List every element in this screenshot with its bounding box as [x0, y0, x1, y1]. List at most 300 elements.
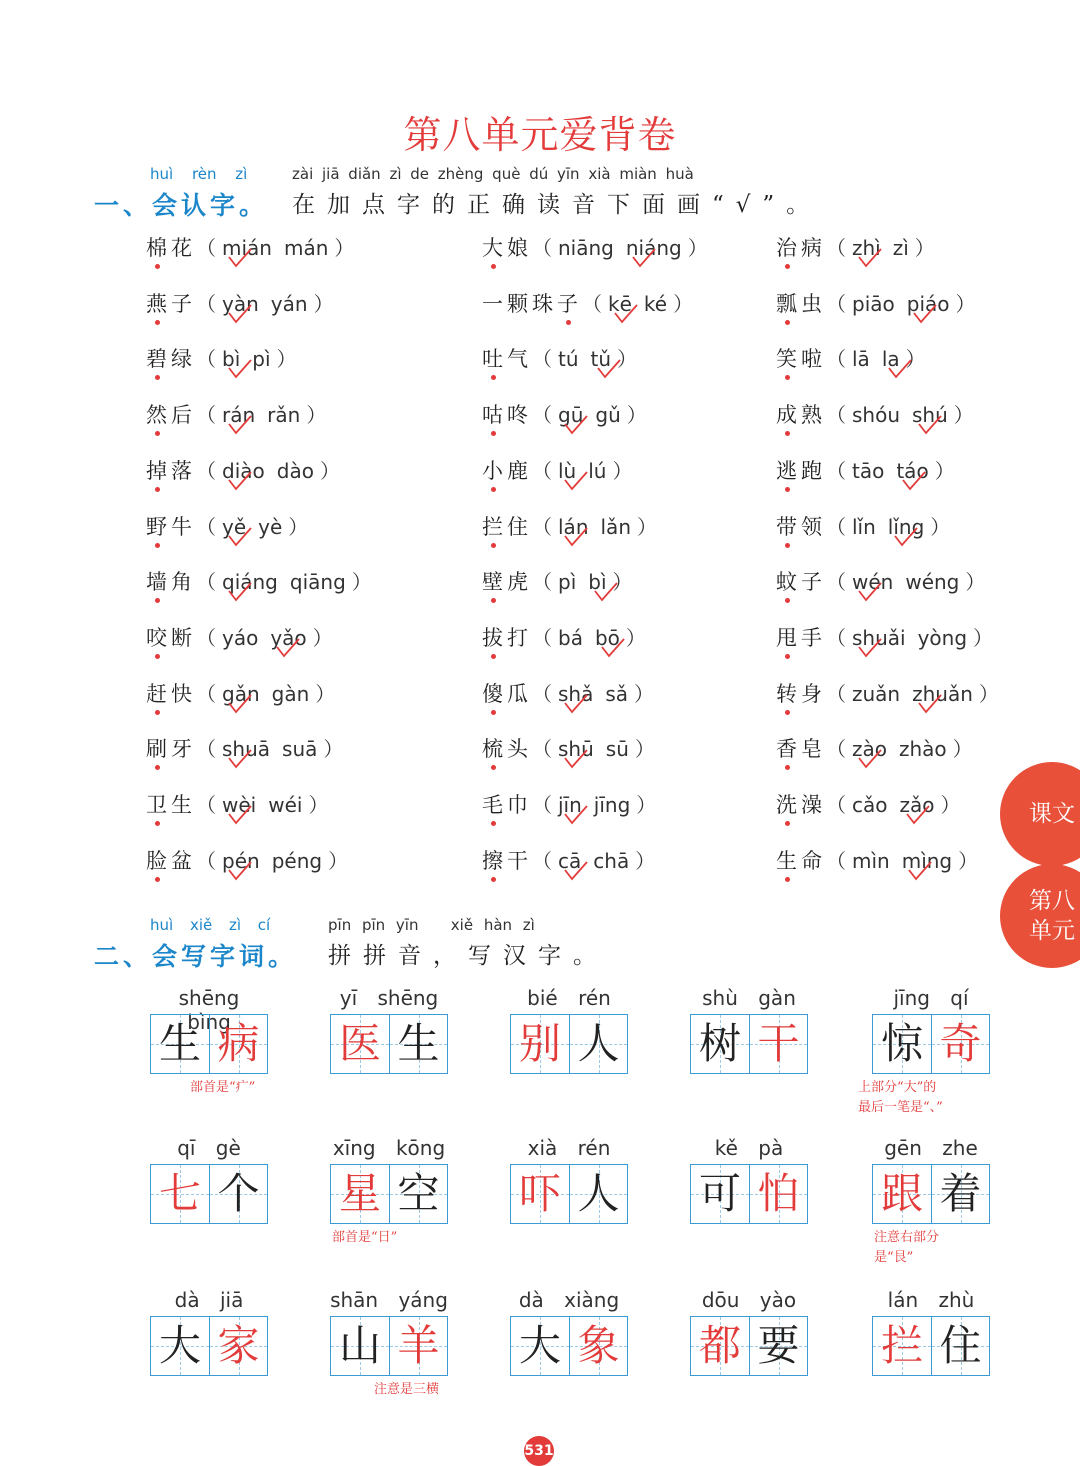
pinyin-option[interactable]: yǎo: [270, 626, 306, 650]
grid-box[interactable]: [511, 1317, 569, 1375]
hanzi-char: 树: [698, 1019, 741, 1068]
word-pinyin: kě pà: [714, 1136, 784, 1160]
item-word: 逃跑: [776, 459, 826, 483]
grid-box[interactable]: [151, 1015, 209, 1073]
emphasis-dot: [155, 431, 160, 436]
item-word: 赶快: [146, 682, 196, 706]
grid-box[interactable]: [873, 1165, 931, 1223]
pinyin-option[interactable]: niāng: [558, 236, 614, 260]
item-word: 大娘: [482, 236, 532, 260]
page-title: 第八单元爱背卷: [403, 113, 677, 157]
reading-item: [482, 566, 633, 596]
grid-box[interactable]: [331, 1317, 389, 1375]
reading-item: [776, 288, 976, 318]
item-word: 瓢虫: [776, 292, 826, 316]
emphasis-dot: [155, 487, 160, 492]
word-pinyin: dà jiā: [174, 1288, 244, 1312]
hanzi-char: 七: [158, 1169, 201, 1218]
pinyin-option[interactable]: péng: [271, 848, 323, 873]
emphasis-dot: [155, 264, 160, 269]
hanzi-char: 大: [158, 1321, 201, 1370]
grid-box[interactable]: [873, 1317, 931, 1375]
checkmark-icon: [916, 413, 944, 437]
reading-item: [776, 566, 985, 596]
pinyin-option[interactable]: piáo: [907, 292, 950, 316]
checkmark-icon: [856, 580, 884, 604]
hanzi-char: 干: [757, 1019, 800, 1068]
pinyin-option[interactable]: lǐn: [852, 514, 876, 539]
hanzi-char: 着: [939, 1169, 982, 1218]
pinyin-option[interactable]: qiáng: [222, 570, 278, 594]
item-word: 擦干: [482, 849, 532, 873]
pinyin-option[interactable]: suā: [282, 737, 318, 762]
pinyin-option[interactable]: piāo: [852, 291, 895, 316]
item-options: （ cā chā ）: [532, 849, 655, 873]
item-options: （ gǎn gàn ）: [196, 682, 335, 706]
tian-grid[interactable]: [150, 1014, 268, 1074]
reading-item: [482, 399, 647, 429]
word-cell: [330, 986, 448, 1074]
item-options: （ gū gǔ ）: [532, 403, 647, 427]
emphasis-dot: [785, 264, 790, 269]
pinyin-option[interactable]: wéi: [268, 793, 303, 817]
pinyin-option[interactable]: lú: [588, 458, 607, 483]
item-options: （ tāo táo ）: [826, 459, 955, 483]
tian-grid[interactable]: [330, 1316, 448, 1376]
pinyin-option[interactable]: lǎn: [600, 514, 631, 539]
pinyin-option[interactable]: shuǎi: [852, 626, 906, 650]
item-word: 棉花: [146, 236, 196, 260]
pinyin-option[interactable]: mìng: [902, 849, 952, 873]
grid-box[interactable]: [691, 1165, 749, 1223]
emphasis-dot: [155, 654, 160, 659]
hanzi-char: 个: [217, 1169, 260, 1218]
hanzi-char: 家: [217, 1321, 260, 1370]
item-options: （ kē ké ）: [582, 292, 693, 316]
pinyin-option[interactable]: shóu: [852, 403, 901, 428]
tian-grid[interactable]: [690, 1014, 808, 1074]
checkmark-icon: [900, 469, 928, 493]
item-word: 拔打: [482, 626, 532, 650]
pinyin-option[interactable]: cǎo: [852, 793, 888, 817]
pinyin-option[interactable]: dào: [276, 458, 314, 483]
tian-grid[interactable]: [510, 1164, 628, 1224]
item-options: （ tú tǔ ）: [532, 347, 637, 371]
grid-box[interactable]: [389, 1165, 447, 1223]
hanzi-char: 奇: [939, 1019, 982, 1068]
reading-item: [146, 678, 335, 708]
pinyin-option[interactable]: zhì: [852, 236, 881, 260]
reading-item: [776, 733, 973, 763]
checkmark-icon: [856, 246, 884, 270]
checkmark-icon: [592, 580, 620, 604]
reading-item: [146, 288, 334, 318]
emphasis-dot: [785, 543, 790, 548]
checkmark-icon: [226, 469, 254, 493]
reading-item: [146, 511, 308, 541]
grid-box[interactable]: [931, 1165, 989, 1223]
pinyin-option[interactable]: yě: [222, 515, 246, 539]
reading-item: [776, 511, 950, 541]
tian-grid[interactable]: [150, 1316, 268, 1376]
item-word: 笑啦: [776, 347, 826, 371]
tab-lesson[interactable]: 课文: [1000, 762, 1080, 866]
checkmark-icon: [630, 246, 658, 270]
reading-item: [146, 399, 326, 429]
pinyin-option[interactable]: wèi: [222, 793, 256, 817]
item-options: （ lā la ）: [826, 347, 926, 371]
pinyin-option[interactable]: cā: [558, 849, 581, 873]
grid-box[interactable]: [511, 1165, 569, 1223]
pinyin-option[interactable]: la: [882, 347, 900, 371]
emphasis-dot: [155, 598, 160, 603]
pinyin-option[interactable]: yòng: [917, 625, 968, 650]
pinyin-option[interactable]: shǎ: [558, 682, 593, 706]
grid-box[interactable]: [569, 1317, 627, 1375]
word-cell: [330, 1136, 448, 1224]
item-options: （ bá bō ）: [532, 626, 646, 650]
section1-instruction: 在加点字的正确读音下面画“√”。: [292, 192, 822, 218]
item-word: 吐气: [482, 347, 532, 371]
pinyin-option[interactable]: gǔ: [595, 403, 621, 428]
word-pinyin: shān yáng: [330, 1288, 448, 1312]
checkmark-icon: [595, 357, 623, 381]
item-options: （ shuǎi yòng ）: [826, 626, 993, 650]
item-word: 成熟: [776, 403, 826, 427]
reading-item: [776, 343, 926, 373]
pinyin-option[interactable]: yè: [258, 514, 283, 539]
grid-box[interactable]: [209, 1165, 267, 1223]
checkmark-icon: [226, 803, 254, 827]
grid-box[interactable]: [569, 1015, 627, 1073]
word-pinyin: lán zhù: [887, 1288, 975, 1312]
pinyin-option[interactable]: jīng: [593, 793, 631, 817]
pinyin-option[interactable]: lǐng: [888, 515, 924, 539]
grid-box[interactable]: [389, 1015, 447, 1073]
word-cell: [150, 1288, 268, 1376]
reading-item: [482, 288, 693, 318]
reading-item: [482, 622, 646, 652]
item-options: （ diào dào ）: [196, 459, 340, 483]
item-options: （ jīn jīng ）: [532, 793, 656, 817]
pinyin-option[interactable]: yán: [270, 291, 308, 316]
emphasis-dot: [785, 320, 790, 325]
pinyin-option[interactable]: shuā: [222, 737, 270, 761]
grid-box[interactable]: [931, 1015, 989, 1073]
pinyin-option[interactable]: zǎo: [900, 793, 935, 817]
item-options: （ bì pì ）: [196, 347, 297, 371]
checkmark-icon: [226, 859, 254, 883]
word-pinyin: shù gàn: [702, 986, 796, 1010]
reading-item: [146, 845, 348, 875]
item-options: （ yě yè ）: [196, 515, 308, 539]
item-word: 梳头: [482, 737, 532, 761]
pinyin-option[interactable]: mìn: [852, 848, 890, 873]
emphasis-dot: [155, 375, 160, 380]
pinyin-option[interactable]: niáng: [626, 236, 682, 260]
emphasis-dot: [155, 320, 160, 325]
item-options: （ shǎ sǎ ）: [532, 682, 654, 706]
hanzi-char: 生: [397, 1019, 440, 1068]
pinyin-option[interactable]: yáo: [222, 625, 259, 650]
item-options: （ niāng niáng ）: [532, 236, 708, 260]
item-options: （ pén péng ）: [196, 849, 348, 873]
pinyin-option[interactable]: pì: [252, 347, 271, 372]
pinyin-option[interactable]: qiāng: [289, 570, 346, 595]
pinyin-option[interactable]: wéng: [905, 570, 960, 595]
reading-item: [146, 622, 333, 652]
reading-item: [146, 455, 340, 485]
item-word: 甩手: [776, 626, 826, 650]
pinyin-option[interactable]: tú: [558, 347, 579, 372]
item-options: （ cǎo zǎo ）: [826, 793, 961, 817]
grid-box[interactable]: [749, 1317, 807, 1375]
pinyin-option[interactable]: shú: [912, 403, 948, 427]
emphasis-dot: [785, 821, 790, 826]
reading-item: [146, 566, 372, 596]
pinyin-option[interactable]: táo: [896, 459, 928, 483]
checkmark-icon: [226, 692, 254, 716]
emphasis-dot: [785, 375, 790, 380]
checkmark-icon: [562, 413, 590, 437]
checkmark-icon: [911, 302, 939, 326]
tian-grid[interactable]: [330, 1164, 448, 1224]
item-options: （ rán rǎn ）: [196, 403, 326, 427]
item-options: （ zuǎn zhuǎn ）: [826, 682, 999, 706]
pinyin-option[interactable]: bì: [222, 347, 240, 371]
section2-heading: 二、会写字词。: [94, 942, 298, 971]
reading-item: [482, 232, 708, 262]
emphasis-dot: [155, 877, 160, 882]
item-word: 傻瓜: [482, 682, 532, 706]
reading-item: [482, 789, 656, 819]
emphasis-dot: [785, 598, 790, 603]
pinyin-option[interactable]: pén: [222, 849, 260, 873]
reading-item: [776, 845, 978, 875]
item-options: （ zhì zì ）: [826, 236, 935, 260]
hanzi-char: 生: [158, 1019, 201, 1068]
pinyin-option[interactable]: chā: [593, 848, 630, 873]
grid-box[interactable]: [151, 1317, 209, 1375]
item-options: （ shóu shú ）: [826, 403, 974, 427]
tian-grid[interactable]: [690, 1316, 808, 1376]
item-options: （ yáo yǎo ）: [196, 626, 333, 650]
item-options: （ lǐn lǐng ）: [826, 515, 950, 539]
grid-box[interactable]: [873, 1015, 931, 1073]
pinyin-option[interactable]: mián: [222, 236, 272, 260]
reading-item: [146, 343, 297, 373]
word-cell: [510, 986, 628, 1074]
word-cell: [510, 1288, 628, 1376]
reading-item: [776, 789, 961, 819]
word-cell: [330, 1288, 448, 1376]
emphasis-dot: [785, 710, 790, 715]
hanzi-char: 大: [518, 1321, 561, 1370]
item-word: 壁虎: [482, 570, 532, 594]
pinyin-option[interactable]: rǎn: [267, 403, 301, 428]
checkmark-icon: [226, 413, 254, 437]
pinyin-option[interactable]: sǎ: [605, 681, 629, 706]
emphasis-dot: [491, 487, 496, 492]
pinyin-option[interactable]: zì: [892, 236, 909, 260]
grid-box[interactable]: [749, 1015, 807, 1073]
word-cell: [872, 1136, 990, 1224]
hanzi-char: 别: [518, 1019, 561, 1068]
tian-grid[interactable]: [510, 1014, 628, 1074]
pinyin-option[interactable]: diào: [222, 459, 265, 483]
pinyin-option[interactable]: tǔ: [591, 347, 612, 371]
pinyin-option[interactable]: ké: [643, 291, 668, 316]
checkmark-icon: [886, 357, 914, 381]
pinyin-option[interactable]: bá: [558, 625, 583, 650]
pinyin-option[interactable]: lù: [558, 459, 576, 483]
hanzi-char: 住: [939, 1321, 982, 1370]
pinyin-option[interactable]: sū: [605, 737, 629, 762]
word-pinyin: shēng bìng: [178, 986, 240, 1034]
item-word: 然后: [146, 403, 196, 427]
item-word: 小鹿: [482, 459, 532, 483]
hanzi-char: 拦: [880, 1321, 923, 1370]
checkmark-icon: [562, 692, 590, 716]
tian-grid[interactable]: [690, 1164, 808, 1224]
word-pinyin: dōu yào: [701, 1288, 797, 1312]
grid-box[interactable]: [691, 1015, 749, 1073]
pinyin-option[interactable]: yàn: [222, 292, 259, 316]
pinyin-option[interactable]: zhào: [899, 737, 947, 762]
hanzi-char: 惊: [880, 1019, 923, 1068]
pinyin-option[interactable]: wén: [852, 570, 893, 594]
grid-box[interactable]: [511, 1015, 569, 1073]
tian-grid[interactable]: [872, 1316, 990, 1376]
tab-unit-eight[interactable]: [1000, 864, 1080, 968]
grid-box[interactable]: [691, 1317, 749, 1375]
word-cell: [510, 1136, 628, 1224]
checkmark-icon: [562, 803, 590, 827]
pinyin-option[interactable]: tāo: [852, 458, 885, 483]
emphasis-dot: [155, 765, 160, 770]
tian-grid[interactable]: [330, 1014, 448, 1074]
hanzi-char: 怕: [757, 1169, 800, 1218]
emphasis-dot: [785, 654, 790, 659]
pinyin-option[interactable]: kē: [608, 292, 632, 316]
emphasis-dot: [491, 598, 496, 603]
pinyin-option[interactable]: pì: [558, 570, 577, 595]
emphasis-dot: [491, 264, 496, 269]
hanzi-char: 羊: [397, 1321, 440, 1370]
tian-grid[interactable]: [150, 1164, 268, 1224]
section1-instruction-pinyin: zài jiā diǎn zì de zhèng què dú yīn xià miàn huà: [292, 165, 694, 183]
tian-grid[interactable]: [872, 1164, 990, 1224]
emphasis-dot: [491, 375, 496, 380]
checkmark-icon: [562, 747, 590, 771]
pinyin-option[interactable]: mán: [283, 236, 329, 260]
grid-box[interactable]: [749, 1165, 807, 1223]
checkmark-icon: [226, 302, 254, 326]
item-word: 一颗珠子: [482, 292, 582, 316]
item-word: 咕咚: [482, 403, 532, 427]
reading-item: [482, 511, 657, 541]
emphasis-dot: [785, 877, 790, 882]
hanzi-char: 人: [577, 1169, 620, 1218]
pinyin-option[interactable]: lā: [852, 347, 870, 372]
item-word: 墙角: [146, 570, 196, 594]
emphasis-dot: [785, 487, 790, 492]
grid-box[interactable]: [389, 1317, 447, 1375]
pinyin-option[interactable]: zhuǎn: [912, 682, 973, 706]
word-pinyin: yī shēng: [339, 986, 439, 1010]
item-word: 卫生: [146, 793, 196, 817]
checkmark-icon: [226, 246, 254, 270]
pinyin-option[interactable]: zuǎn: [852, 681, 901, 706]
word-pinyin: dà xiàng: [518, 1288, 620, 1312]
item-word: 洗澡: [776, 793, 826, 817]
pinyin-option[interactable]: gàn: [271, 681, 310, 706]
item-word: 香皂: [776, 737, 826, 761]
grid-box[interactable]: [569, 1165, 627, 1223]
reading-item: [146, 232, 354, 262]
checkmark-icon: [612, 302, 640, 326]
checkmark-icon: [562, 525, 590, 549]
emphasis-dot: [566, 320, 571, 325]
word-pinyin: bié rén: [527, 986, 611, 1010]
emphasis-dot: [155, 710, 160, 715]
reading-item: [776, 399, 974, 429]
hanzi-char: 可: [698, 1169, 741, 1218]
pinyin-option[interactable]: shū: [558, 737, 594, 761]
emphasis-dot: [785, 431, 790, 436]
item-word: 碧绿: [146, 347, 196, 371]
pinyin-option[interactable]: jīn: [558, 793, 582, 817]
emphasis-dot: [491, 710, 496, 715]
pinyin-option[interactable]: lán: [558, 515, 589, 539]
grid-box[interactable]: [931, 1317, 989, 1375]
word-cell: [150, 1136, 268, 1224]
grid-box[interactable]: [331, 1165, 389, 1223]
emphasis-dot: [155, 821, 160, 826]
pinyin-option[interactable]: zào: [852, 737, 887, 761]
emphasis-dot: [155, 543, 160, 548]
pinyin-option[interactable]: bì: [588, 570, 606, 594]
tab-unit-eight-label: 第八 单元: [1029, 888, 1075, 944]
checkmark-icon: [904, 803, 932, 827]
section2-pinyin: huì xiě zì cí: [150, 916, 271, 934]
pinyin-option[interactable]: bō: [595, 626, 620, 650]
reading-item: [482, 343, 637, 373]
checkmark-icon: [856, 636, 884, 660]
pinyin-option[interactable]: gū: [558, 403, 583, 427]
item-word: 治病: [776, 236, 826, 260]
grid-box[interactable]: [209, 1015, 267, 1073]
hint-note: 部首是“日”: [332, 1230, 398, 1245]
checkmark-icon: [562, 859, 590, 883]
hint-note: 注意右部分 是“艮”: [874, 1230, 940, 1265]
grid-box[interactable]: [151, 1165, 209, 1223]
item-options: （ yàn yán ）: [196, 292, 334, 316]
word-cell: [872, 1288, 990, 1376]
word-pinyin: jīng qí: [893, 986, 969, 1010]
item-options: （ piāo piáo ）: [826, 292, 976, 316]
grid-box[interactable]: [331, 1015, 389, 1073]
page-number: 531: [524, 1436, 554, 1466]
pinyin-option[interactable]: gǎn: [222, 682, 260, 706]
item-word: 蚊子: [776, 570, 826, 594]
pinyin-option[interactable]: rán: [222, 403, 255, 427]
reading-item: [776, 455, 955, 485]
tian-grid[interactable]: [510, 1316, 628, 1376]
reading-item: [482, 733, 655, 763]
tian-grid[interactable]: [872, 1014, 990, 1074]
grid-box[interactable]: [209, 1317, 267, 1375]
